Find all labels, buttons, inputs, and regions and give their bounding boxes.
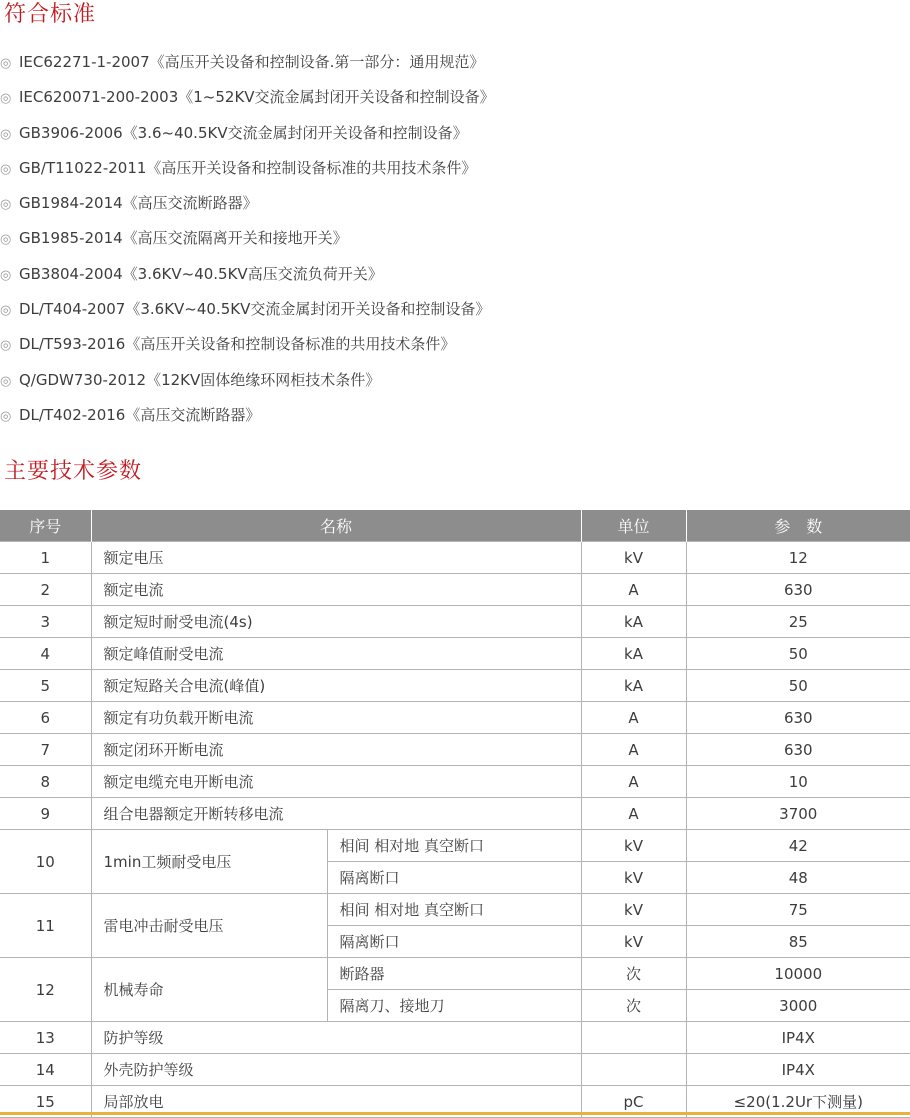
header-no: 序号 bbox=[0, 510, 91, 542]
standard-text: GB/T11022-2011《高压开关设备和控制设备标准的共用技术条件》 bbox=[19, 158, 477, 177]
row-number: 9 bbox=[0, 798, 91, 830]
standard-text: GB1985-2014《高压交流隔离开关和接地开关》 bbox=[19, 229, 348, 248]
table-row bbox=[0, 894, 910, 926]
row-name: 1min工频耐受电压 bbox=[91, 830, 327, 894]
standard-text: IEC62271-1-2007《高压开关设备和控制设备.第一部分：通用规范》 bbox=[19, 53, 485, 71]
row-value: 630 bbox=[686, 734, 910, 766]
row-value: ≤20(1.2Ur下测量) bbox=[686, 1086, 910, 1118]
row-unit: A bbox=[581, 702, 686, 734]
row-number: 12 bbox=[0, 958, 91, 1022]
row-value: IP4X bbox=[686, 1022, 910, 1054]
row-number: 8 bbox=[0, 766, 91, 798]
standard-text: GB1984-2014《高压交流断路器》 bbox=[19, 194, 258, 213]
row-name: 额定短路关合电流(峰值) bbox=[91, 670, 581, 702]
row-value: 10 bbox=[686, 766, 910, 798]
standard-item bbox=[0, 188, 900, 223]
row-name: 额定有功负载开断电流 bbox=[91, 702, 581, 734]
row-unit: kA bbox=[581, 670, 686, 702]
row-subname: 相间 相对地 真空断口 bbox=[327, 830, 581, 862]
row-unit: kV bbox=[581, 862, 686, 894]
table-row bbox=[0, 574, 910, 606]
circle-bullet-icon: ◎ bbox=[0, 91, 12, 107]
row-value: 50 bbox=[686, 638, 910, 670]
row-number: 5 bbox=[0, 670, 91, 702]
row-subname: 隔离断口 bbox=[327, 862, 581, 894]
row-name: 雷电冲击耐受电压 bbox=[91, 894, 327, 958]
table-row bbox=[0, 958, 910, 990]
parameters-table bbox=[0, 510, 910, 1118]
table-row bbox=[0, 702, 910, 734]
row-unit: kV bbox=[581, 830, 686, 862]
circle-bullet-icon: ◎ bbox=[0, 232, 12, 248]
row-unit: kA bbox=[581, 638, 686, 670]
standards-list bbox=[0, 47, 900, 435]
row-number: 1 bbox=[0, 542, 91, 574]
row-value: 12 bbox=[686, 542, 910, 574]
section-title-parameters: 主要技术参数 bbox=[4, 459, 143, 484]
row-number: 6 bbox=[0, 702, 91, 734]
row-name: 额定闭环开断电流 bbox=[91, 734, 581, 766]
row-number: 10 bbox=[0, 830, 91, 894]
circle-bullet-icon: ◎ bbox=[0, 373, 12, 389]
standard-text: Q/GDW730-2012《12KV固体绝缘环网柜技术条件》 bbox=[19, 370, 381, 389]
table-row bbox=[0, 670, 910, 702]
row-unit: A bbox=[581, 734, 686, 766]
row-number: 13 bbox=[0, 1022, 91, 1054]
table-header-row bbox=[0, 510, 910, 542]
row-name: 防护等级 bbox=[91, 1022, 581, 1054]
table-row bbox=[0, 638, 910, 670]
row-unit bbox=[581, 1054, 686, 1086]
row-value: 10000 bbox=[686, 958, 910, 990]
row-unit: kV bbox=[581, 894, 686, 926]
table-row bbox=[0, 734, 910, 766]
standard-item bbox=[0, 365, 900, 400]
row-number: 2 bbox=[0, 574, 91, 606]
header-value: 参 数 bbox=[686, 510, 910, 542]
circle-bullet-icon: ◎ bbox=[0, 267, 12, 283]
standard-text: DL/T402-2016《高压交流断路器》 bbox=[19, 405, 261, 424]
circle-bullet-icon: ◎ bbox=[0, 161, 12, 177]
row-value: 25 bbox=[686, 606, 910, 638]
row-value: 85 bbox=[686, 926, 910, 958]
table-row bbox=[0, 1022, 910, 1054]
row-number: 4 bbox=[0, 638, 91, 670]
section-title-standards: 符合标准 bbox=[4, 2, 97, 27]
row-number: 3 bbox=[0, 606, 91, 638]
row-number: 7 bbox=[0, 734, 91, 766]
row-value: 50 bbox=[686, 670, 910, 702]
row-value: 3700 bbox=[686, 798, 910, 830]
table-row bbox=[0, 606, 910, 638]
table-row bbox=[0, 542, 910, 574]
row-name: 额定峰值耐受电流 bbox=[91, 638, 581, 670]
row-unit bbox=[581, 1022, 686, 1054]
standard-item bbox=[0, 259, 900, 294]
row-name: 局部放电 bbox=[91, 1086, 581, 1118]
circle-bullet-icon: ◎ bbox=[0, 197, 12, 213]
row-unit: 次 bbox=[581, 958, 686, 990]
row-value: 42 bbox=[686, 830, 910, 862]
row-subname: 隔离刀、接地刀 bbox=[327, 990, 581, 1022]
table-row bbox=[0, 766, 910, 798]
circle-bullet-icon: ◎ bbox=[0, 338, 12, 354]
standard-item bbox=[0, 118, 900, 153]
standard-item bbox=[0, 82, 900, 117]
row-value: IP4X bbox=[686, 1054, 910, 1086]
standard-text: GB3804-2004《3.6KV~40.5KV高压交流负荷开关》 bbox=[19, 264, 383, 283]
row-name: 组合电器额定开断转移电流 bbox=[91, 798, 581, 830]
row-subname: 隔离断口 bbox=[327, 926, 581, 958]
row-name: 额定电压 bbox=[91, 542, 581, 574]
row-name: 额定短时耐受电流(4s) bbox=[91, 606, 581, 638]
header-name: 名称 bbox=[91, 510, 581, 542]
row-unit: A bbox=[581, 574, 686, 606]
row-name: 额定电流 bbox=[91, 574, 581, 606]
standard-item bbox=[0, 47, 900, 82]
row-value: 630 bbox=[686, 574, 910, 606]
row-name: 额定电缆充电开断电流 bbox=[91, 766, 581, 798]
row-subname: 断路器 bbox=[327, 958, 581, 990]
row-unit: pC bbox=[581, 1086, 686, 1118]
circle-bullet-icon: ◎ bbox=[0, 126, 12, 142]
row-value: 48 bbox=[686, 862, 910, 894]
circle-bullet-icon: ◎ bbox=[0, 56, 12, 71]
standard-text: DL/T593-2016《高压开关设备和控制设备标准的共用技术条件》 bbox=[19, 335, 456, 354]
row-name: 外壳防护等级 bbox=[91, 1054, 581, 1086]
standard-item bbox=[0, 400, 900, 435]
standard-item bbox=[0, 153, 900, 188]
standard-text: IEC620071-200-2003《1~52KV交流金属封闭开关设备和控制设备》 bbox=[19, 88, 495, 107]
row-unit: A bbox=[581, 798, 686, 830]
row-value: 3000 bbox=[686, 990, 910, 1022]
row-number: 14 bbox=[0, 1054, 91, 1086]
row-unit: A bbox=[581, 766, 686, 798]
row-number: 15 bbox=[0, 1086, 91, 1118]
standard-item bbox=[0, 329, 900, 364]
circle-bullet-icon: ◎ bbox=[0, 303, 12, 319]
table-row bbox=[0, 830, 910, 862]
table-row bbox=[0, 1054, 910, 1086]
standard-text: GB3906-2006《3.6~40.5KV交流金属封闭开关设备和控制设备》 bbox=[19, 123, 468, 142]
header-unit: 单位 bbox=[581, 510, 686, 542]
row-name: 机械寿命 bbox=[91, 958, 327, 1022]
row-value: 630 bbox=[686, 702, 910, 734]
row-subname: 相间 相对地 真空断口 bbox=[327, 894, 581, 926]
row-unit: kV bbox=[581, 542, 686, 574]
row-unit: kV bbox=[581, 926, 686, 958]
standard-item bbox=[0, 223, 900, 258]
circle-bullet-icon: ◎ bbox=[0, 408, 12, 424]
row-value: 75 bbox=[686, 894, 910, 926]
standard-text: DL/T404-2007《3.6KV~40.5KV交流金属封闭开关设备和控制设备》 bbox=[19, 300, 491, 319]
table-body bbox=[0, 542, 910, 1118]
row-number: 11 bbox=[0, 894, 91, 958]
table-row bbox=[0, 798, 910, 830]
row-unit: kA bbox=[581, 606, 686, 638]
row-unit: 次 bbox=[581, 990, 686, 1022]
standard-item bbox=[0, 294, 900, 329]
